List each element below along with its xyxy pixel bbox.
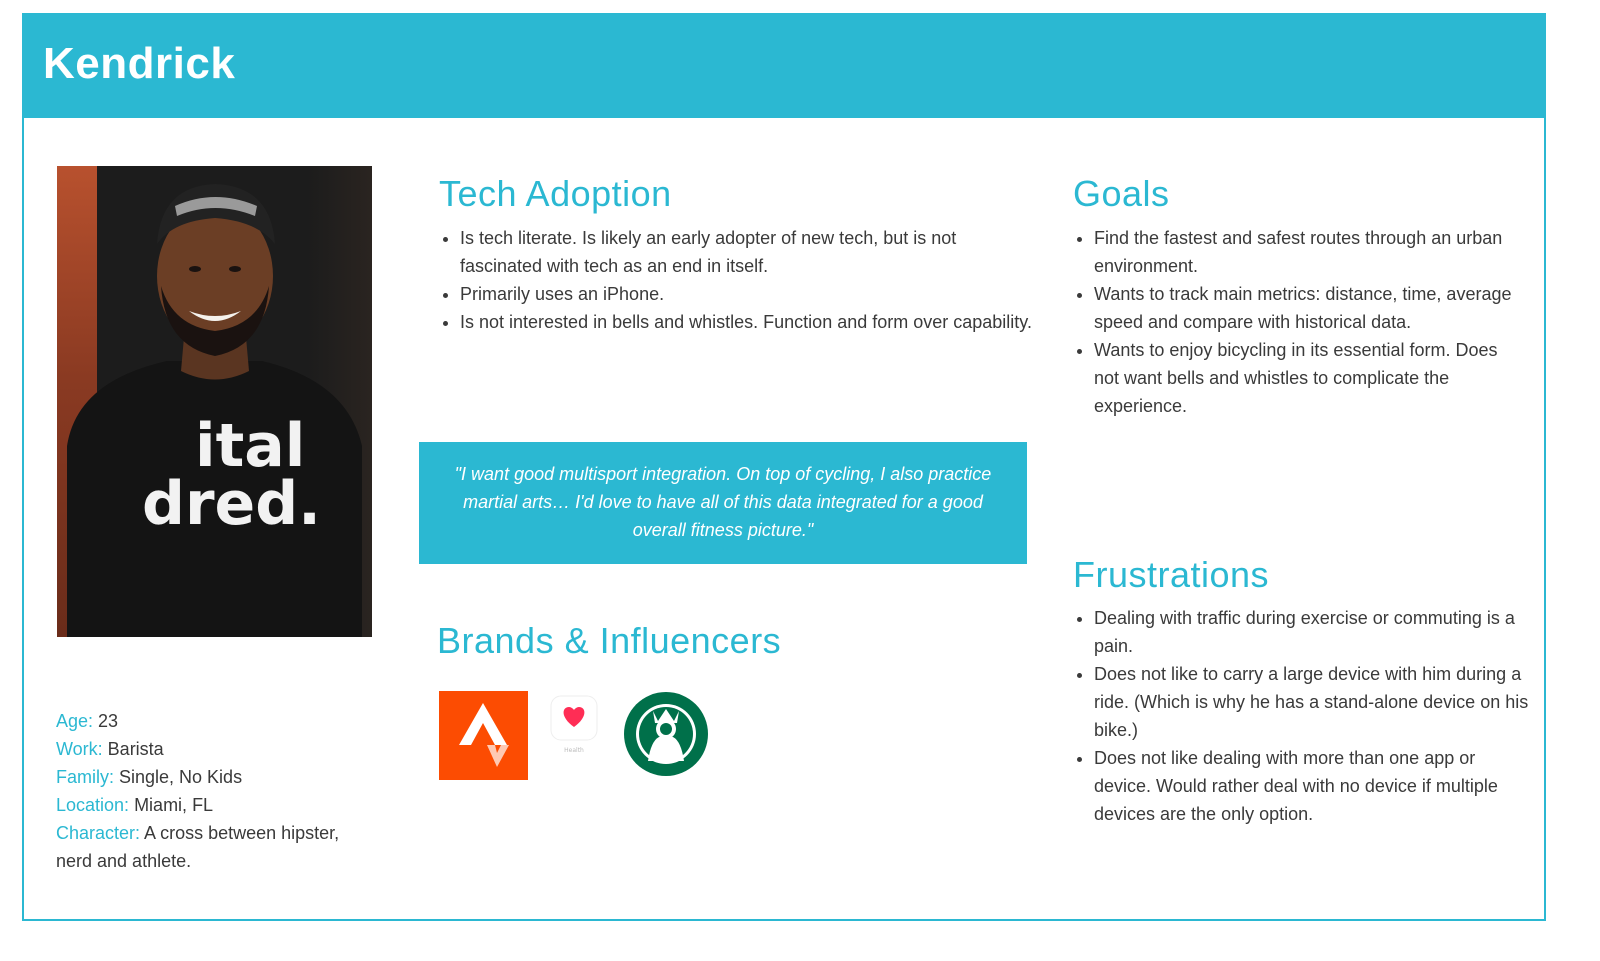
strava-logo (439, 691, 528, 780)
persona-header (24, 15, 1544, 118)
persona-card (22, 13, 1546, 921)
shirt-text-line2: dred. (142, 469, 321, 539)
list-item: • Does not like dealing with more than one app or device. Would rather deal with no device if multiple devices are the only option. (1094, 744, 1534, 828)
starbucks-logo (623, 691, 709, 777)
frustrations-list (1072, 604, 1534, 828)
persona-facts (56, 707, 356, 875)
fact-work: Work: Barista (56, 739, 164, 759)
list-item: • Primarily uses an iPhone. (460, 280, 1035, 308)
goals-title: Goals (1073, 173, 1170, 214)
shirt-text-line1: ital (195, 411, 306, 481)
tech-adoption-list (438, 224, 1035, 336)
goals-list (1072, 224, 1524, 420)
tech-adoption-title: Tech Adoption (439, 173, 672, 214)
portrait-photo (57, 166, 372, 637)
health-app-logo (550, 695, 598, 755)
brands-title: Brands & Influencers (437, 620, 782, 661)
list-item: • Wants to track main metrics: distance, time, average speed and compare with historical data. (1094, 280, 1524, 336)
health-app-caption: Health (564, 747, 584, 754)
persona-quote: "I want good multisport integration. On top of cycling, I also practice martial arts… I'd love to have all of this data integrated for a good overall fitness picture." (419, 442, 1027, 564)
list-item: • Does not like to carry a large device with him during a ride. (Which is why he has a stand-alone device on his bike.) (1094, 660, 1534, 744)
frustrations-title: Frustrations (1073, 554, 1270, 595)
fact-age: Age: 23 (56, 711, 119, 731)
fact-location: Location: Miami, FL (56, 795, 214, 815)
list-item: • Wants to enjoy bicycling in its essential form. Does not want bells and whistles to complicate the experience. (1094, 336, 1524, 420)
list-item: • Dealing with traffic during exercise or commuting is a pain. (1094, 604, 1534, 660)
fact-character: Character: A cross between hipster, nerd and athlete. (56, 823, 340, 871)
persona-name: Kendrick (43, 39, 236, 88)
list-item: • Is tech literate. Is likely an early adopter of new tech, but is not fascinated with tech as an end in itself. (460, 224, 1035, 280)
list-item: • Find the fastest and safest routes through an urban environment. (1094, 224, 1524, 280)
fact-family: Family: Single, No Kids (56, 767, 243, 787)
portrait-illustration (57, 166, 372, 637)
list-item: • Is not interested in bells and whistles. Function and form over capability. (460, 308, 1035, 336)
